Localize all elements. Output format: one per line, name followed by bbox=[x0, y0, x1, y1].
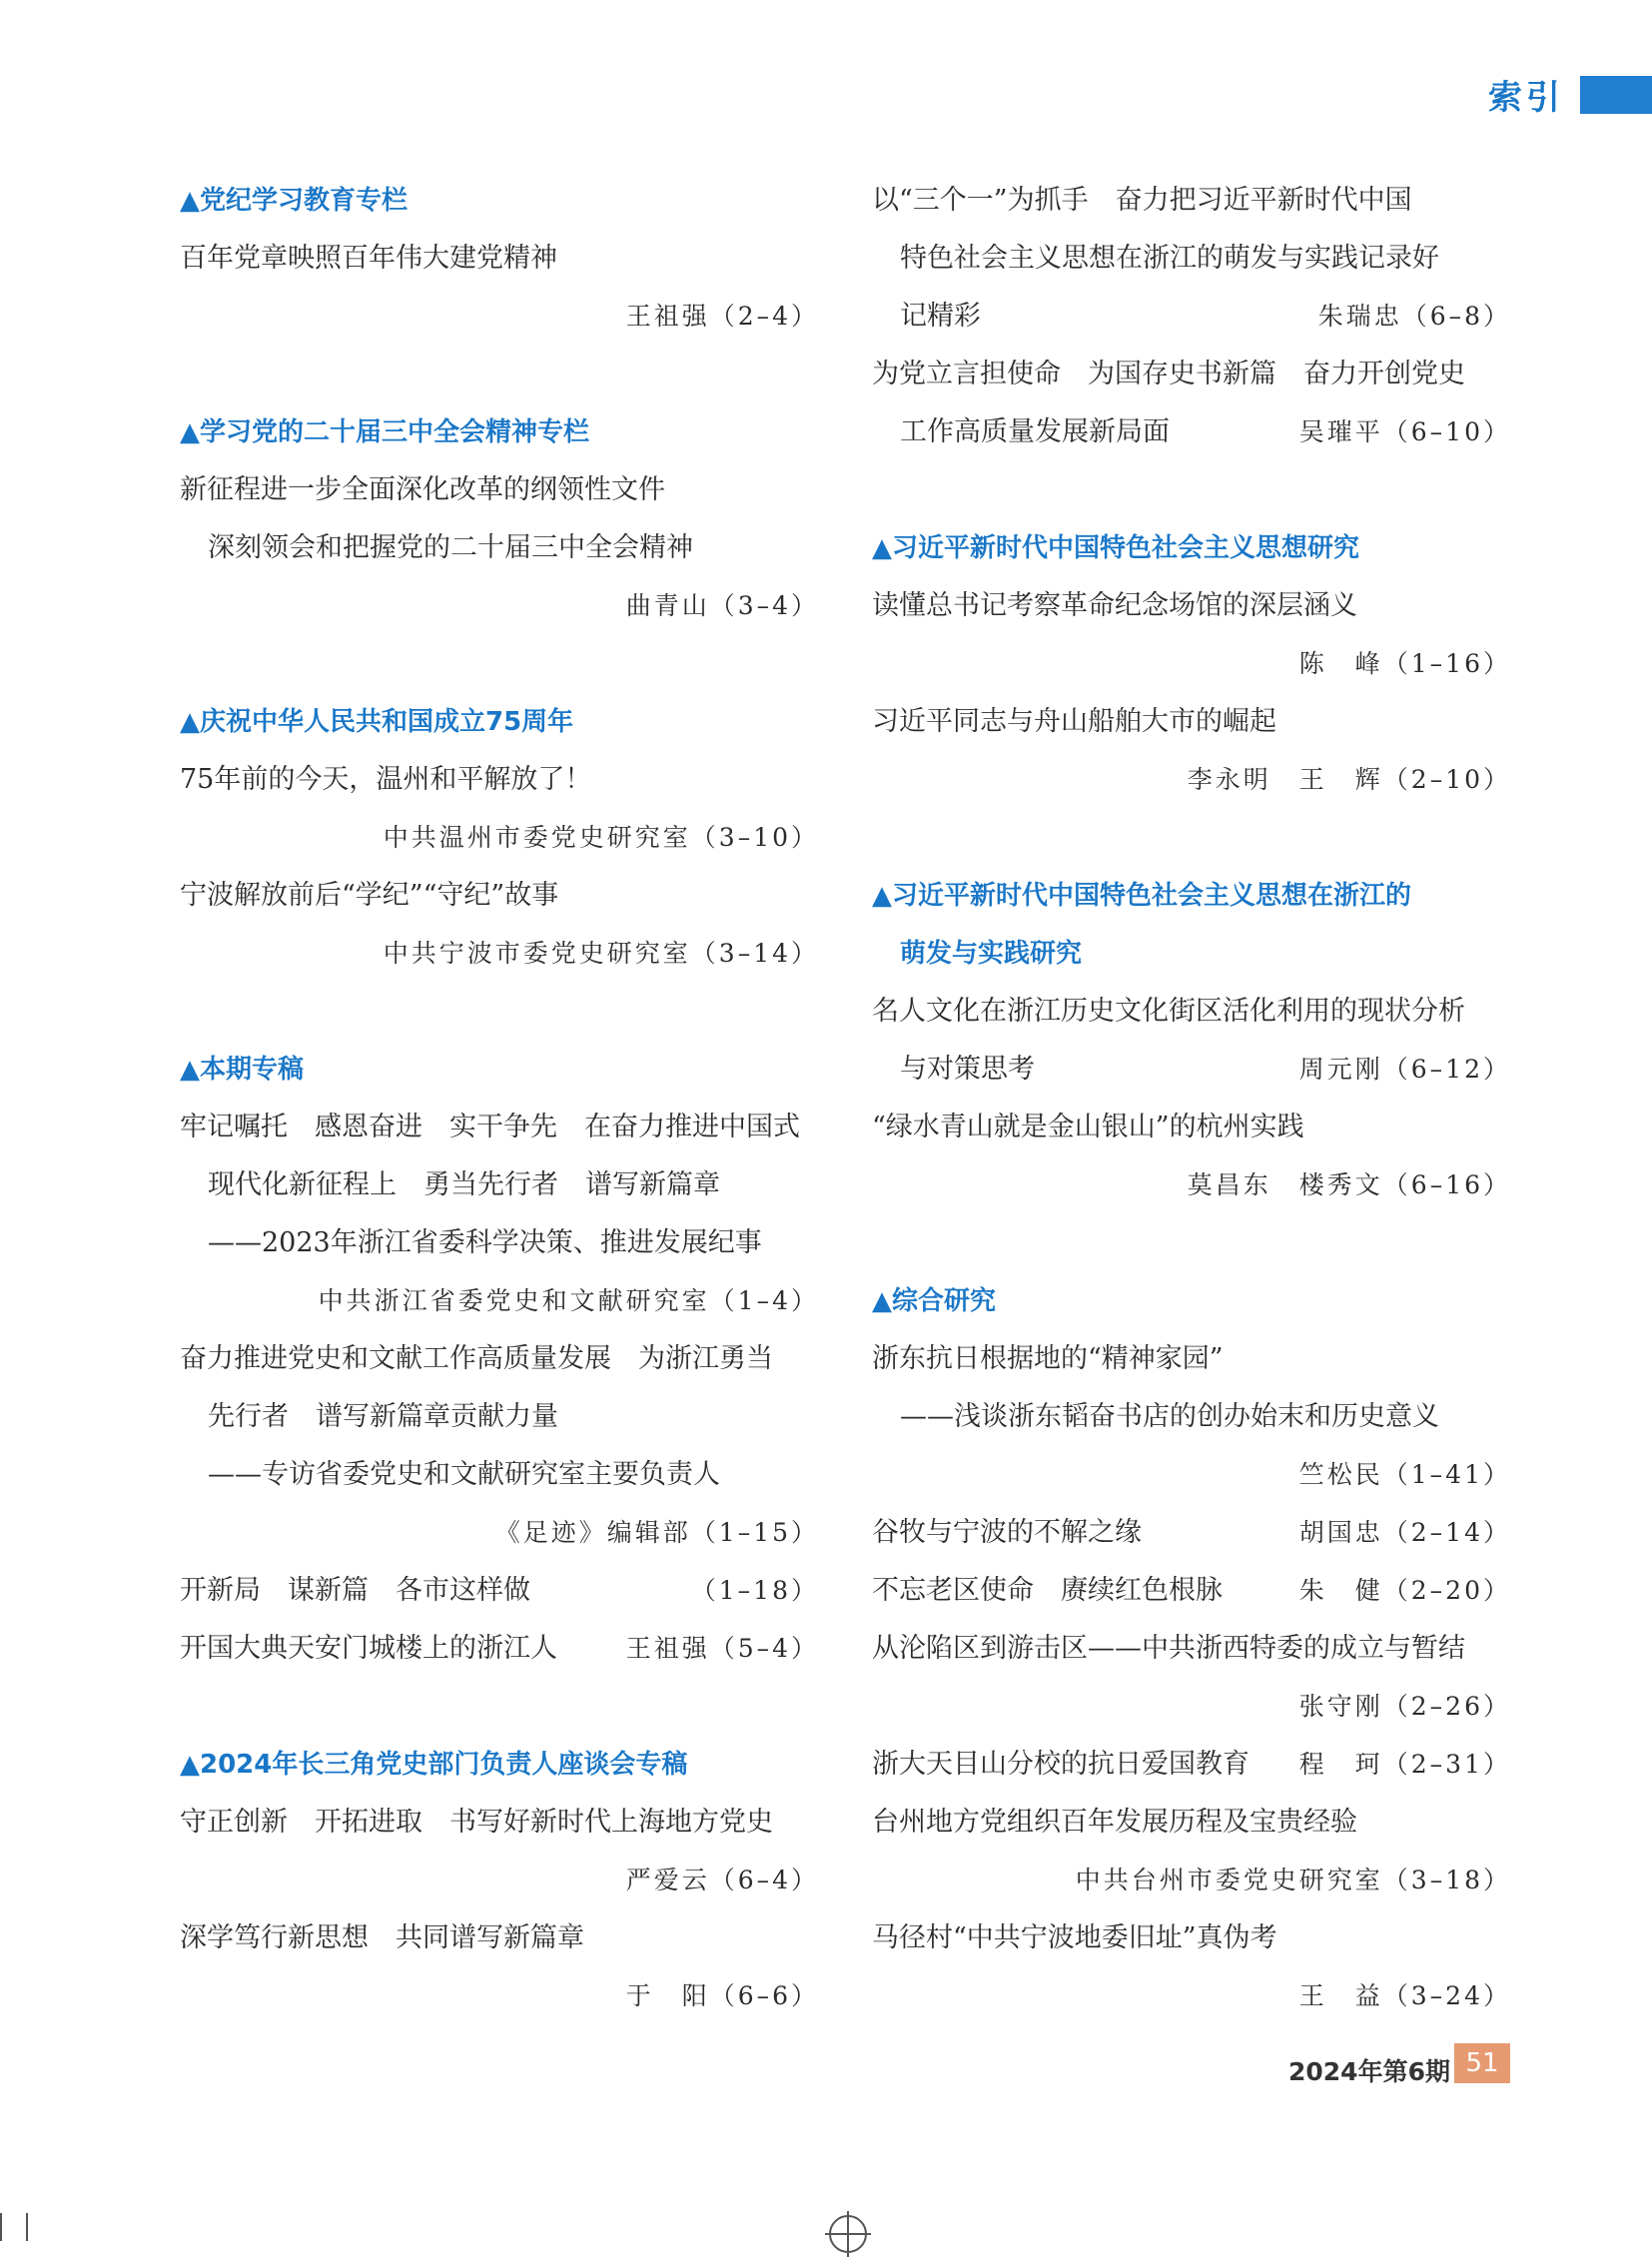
article-title: 工作高质量发展新局面 bbox=[900, 416, 1170, 447]
article-title: 奋力推进党史和文献工作高质量发展 为浙江勇当 bbox=[180, 1343, 773, 1374]
article-author: 张守刚（2–26） bbox=[1298, 1692, 1511, 1721]
header-accent-bar bbox=[1580, 76, 1652, 114]
index-left-column bbox=[180, 172, 819, 2025]
article-author: 《足迹》编辑部（1–15） bbox=[494, 1518, 819, 1547]
section-heading: ▲党纪学习教育专栏 bbox=[180, 186, 408, 216]
index-entry bbox=[872, 403, 1511, 461]
article-author: 竺松民（1–41） bbox=[1298, 1460, 1511, 1489]
registration-mark bbox=[829, 2215, 867, 2253]
section-heading: ▲习近平新时代中国特色社会主义思想研究 bbox=[872, 533, 1359, 563]
article-author: 朱瑞忠（6–8） bbox=[1317, 302, 1511, 331]
section-spacer bbox=[872, 461, 1511, 519]
article-title: 谷牧与宁波的不解之缘 bbox=[872, 1517, 1142, 1548]
article-title: 新征程进一步全面深化改革的纲领性文件 bbox=[180, 474, 665, 505]
article-title: 深刻领会和把握党的二十届三中全会精神 bbox=[208, 532, 693, 563]
article-author: 中共宁波市委党史研究室（3–14） bbox=[383, 939, 819, 968]
article-title: 开新局 谋新篇 各市这样做 bbox=[180, 1575, 530, 1606]
article-author: 曲青山（3–4） bbox=[625, 591, 819, 620]
crop-mark bbox=[26, 2213, 28, 2241]
article-title: 读懂总书记考察革命纪念场馆的深层涵义 bbox=[872, 590, 1357, 621]
article-title: 记精彩 bbox=[900, 301, 981, 332]
article-author: 周元刚（6–12） bbox=[1298, 1055, 1511, 1084]
article-author: 程 珂（2–31） bbox=[1298, 1750, 1511, 1779]
article-title: 台州地方党组织百年发展历程及宝贵经验 bbox=[872, 1807, 1357, 1838]
article-author: 中共台州市委党史研究室（3–18） bbox=[1075, 1866, 1511, 1894]
article-author: 莫昌东 楼秀文（6–16） bbox=[1187, 1170, 1511, 1199]
article-author: 王祖强（2–4） bbox=[625, 302, 819, 331]
article-author: 陈 峰（1–16） bbox=[1298, 649, 1511, 678]
section-heading: ▲本期专稿 bbox=[180, 1055, 304, 1085]
section-heading: ▲综合研究 bbox=[872, 1286, 996, 1316]
article-author: （1–18） bbox=[690, 1576, 819, 1605]
crop-mark bbox=[0, 2213, 2, 2241]
index-header-label: 索引 bbox=[1488, 78, 1564, 118]
article-title: 浙东抗日根据地的“精神家园” bbox=[872, 1343, 1224, 1374]
article-title: 守正创新 开拓进取 书写好新时代上海地方党史 bbox=[180, 1807, 773, 1838]
section-spacer bbox=[180, 1678, 819, 1736]
article-author: 王 益（3–24） bbox=[1298, 1981, 1511, 2010]
article-author: 李永明 王 辉（2–10） bbox=[1187, 765, 1511, 794]
article-author: 朱 健（2–20） bbox=[1298, 1576, 1511, 1605]
index-entry bbox=[872, 1041, 1511, 1099]
article-title: 马径村“中共宁波地委旧址”真伪考 bbox=[872, 1922, 1277, 1953]
article-title: 特色社会主义思想在浙江的萌发与实践记录好 bbox=[900, 243, 1439, 274]
article-author: 中共温州市委党史研究室（3–10） bbox=[383, 823, 819, 852]
article-title: 为党立言担使命 为国存史书新篇 奋力开创党史 bbox=[872, 359, 1465, 389]
section-heading: ▲学习党的二十届三中全会精神专栏 bbox=[180, 417, 589, 447]
article-title: ——2023年浙江省委科学决策、推进发展纪事 bbox=[208, 1227, 762, 1258]
article-author: 胡国忠（2–14） bbox=[1298, 1518, 1511, 1547]
article-title: 以“三个一”为抓手 奋力把习近平新时代中国 bbox=[872, 185, 1412, 216]
article-author: 中共浙江省委党史和文献研究室（1–4） bbox=[318, 1286, 819, 1315]
article-title: 深学笃行新思想 共同谱写新篇章 bbox=[180, 1922, 584, 1953]
article-title: 不忘老区使命 赓续红色根脉 bbox=[872, 1575, 1223, 1606]
article-title: 与对策思考 bbox=[900, 1054, 1035, 1085]
section-spacer bbox=[180, 346, 819, 403]
article-title: 牢记嘱托 感恩奋进 实干争先 在奋力推进中国式 bbox=[180, 1112, 800, 1142]
section-heading: ▲2024年长三角党史部门负责人座谈会专稿 bbox=[180, 1750, 688, 1780]
page-number: 51 bbox=[1454, 2043, 1510, 2083]
article-title: 75年前的今天，温州和平解放了！ bbox=[180, 764, 592, 795]
article-author: 于 阳（6–6） bbox=[625, 1981, 819, 2010]
article-title: 开国大典天安门城楼上的浙江人 bbox=[180, 1633, 557, 1664]
article-title: “绿水青山就是金山银山”的杭州实践 bbox=[872, 1112, 1304, 1142]
section-spacer bbox=[872, 809, 1511, 867]
article-title: 百年党章映照百年伟大建党精神 bbox=[180, 243, 557, 274]
section-heading: ▲庆祝中华人民共和国成立75周年 bbox=[180, 707, 574, 737]
section-heading: ▲习近平新时代中国特色社会主义思想在浙江的 bbox=[872, 881, 1411, 911]
section-spacer bbox=[180, 983, 819, 1041]
section-heading: 萌发与实践研究 bbox=[900, 939, 1083, 969]
section-spacer bbox=[180, 635, 819, 693]
index-entry bbox=[872, 1736, 1511, 1794]
article-title: ——专访省委党史和文献研究室主要负责人 bbox=[208, 1459, 720, 1490]
article-title: ——浅谈浙东韬奋书店的创办始末和历史意义 bbox=[900, 1401, 1439, 1432]
index-entry bbox=[872, 1504, 1511, 1562]
article-title: 宁波解放前后“学纪”“守纪”故事 bbox=[180, 880, 559, 911]
article-title: 浙大天目山分校的抗日爱国教育 bbox=[872, 1749, 1249, 1780]
issue-label: 2024年第6期 bbox=[1288, 2057, 1450, 2086]
index-entry bbox=[180, 1620, 819, 1678]
article-title: 名人文化在浙江历史文化街区活化利用的现状分析 bbox=[872, 996, 1465, 1027]
article-title: 现代化新征程上 勇当先行者 谱写新篇章 bbox=[208, 1169, 720, 1200]
article-author: 吴璀平（6–10） bbox=[1298, 417, 1511, 446]
article-author: 严爱云（6–4） bbox=[625, 1866, 819, 1894]
section-spacer bbox=[872, 1214, 1511, 1272]
article-author: 王祖强（5–4） bbox=[625, 1634, 819, 1663]
index-entry bbox=[872, 288, 1511, 346]
index-right-column bbox=[872, 172, 1511, 2025]
article-title: 从沦陷区到游击区——中共浙西特委的成立与暂结 bbox=[872, 1633, 1465, 1664]
article-title: 习近平同志与舟山船舶大市的崛起 bbox=[872, 706, 1276, 737]
article-title: 先行者 谱写新篇章贡献力量 bbox=[208, 1401, 558, 1432]
index-entry bbox=[180, 1562, 819, 1620]
index-entry bbox=[872, 1562, 1511, 1620]
